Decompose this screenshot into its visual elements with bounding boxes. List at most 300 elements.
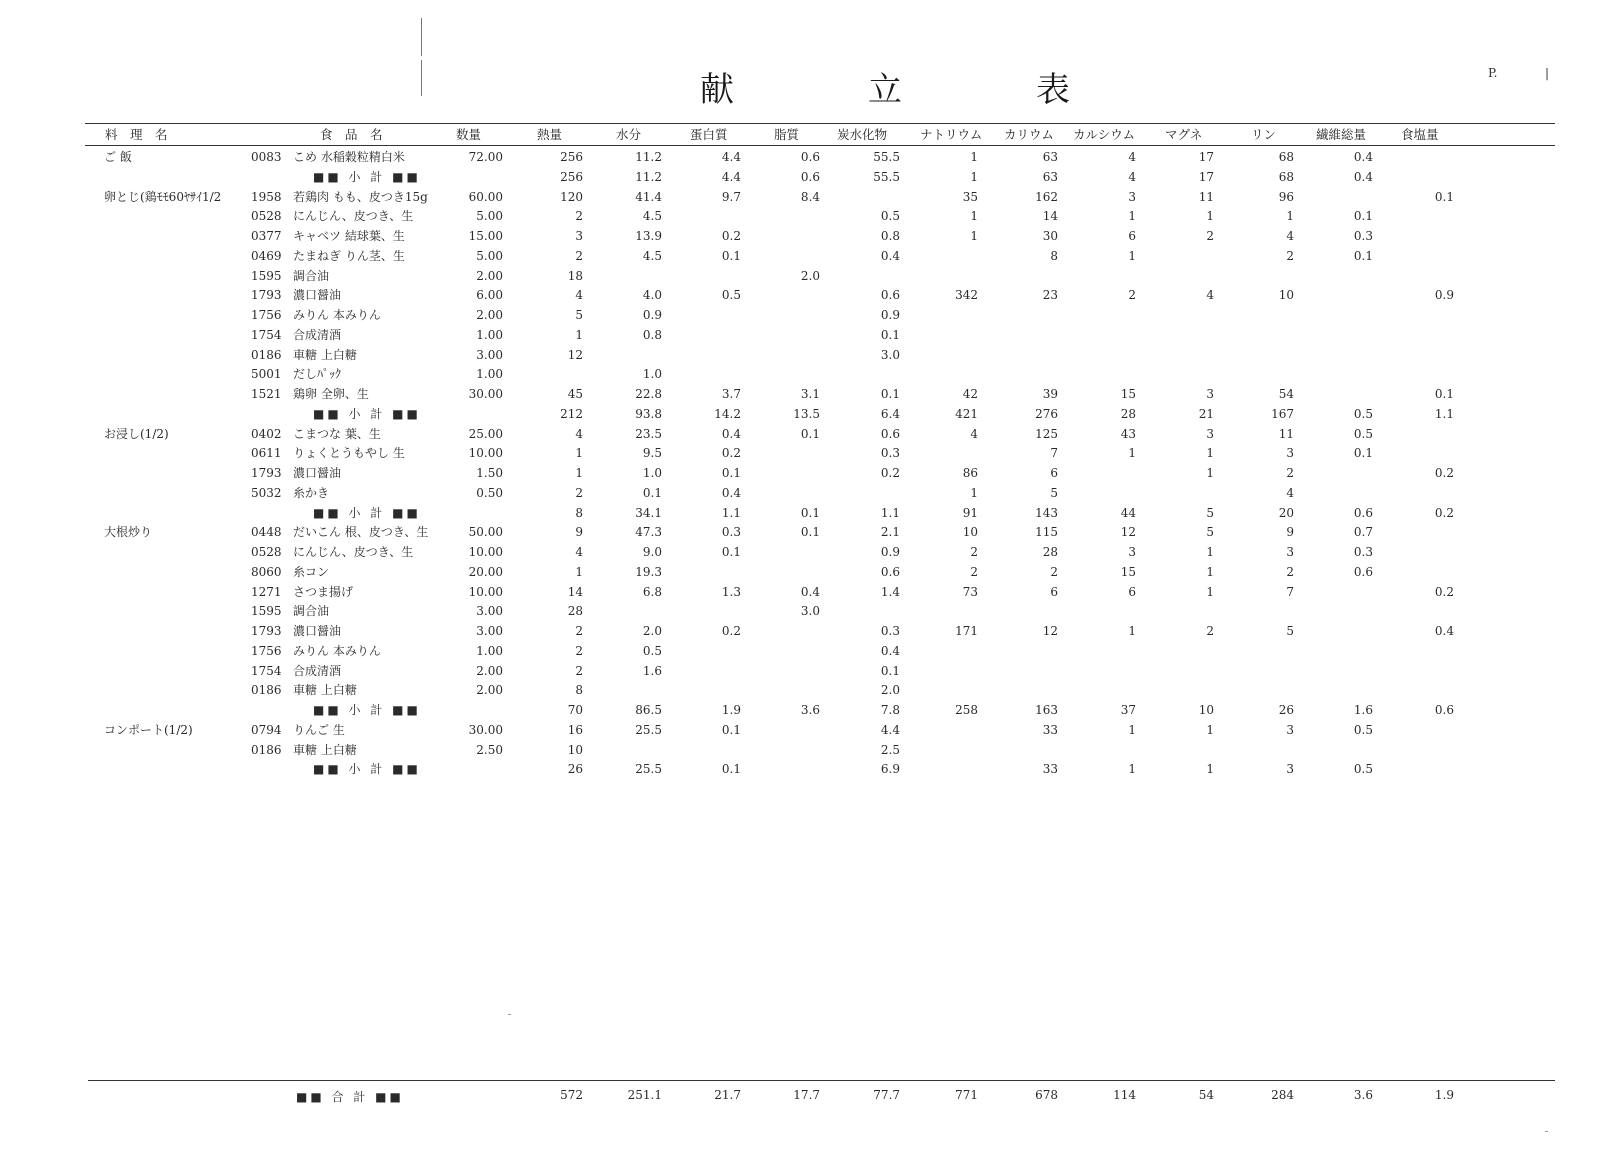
food-name: こめ 水稲穀粒精白米	[293, 150, 405, 164]
total-potassium: 678	[1035, 1088, 1058, 1102]
cell-water: 22.8	[635, 387, 662, 401]
cell-energy: 2	[575, 644, 583, 658]
food-code: 0611	[251, 446, 282, 460]
cell-energy: 16	[567, 723, 583, 737]
cell-calcium: 43	[1120, 427, 1136, 441]
cell-fat: 0.1	[800, 525, 820, 539]
cell-carbohydrate: 3.0	[880, 348, 900, 362]
food-code: 1793	[251, 288, 282, 302]
cell-potassium: 23	[1042, 288, 1058, 302]
cell-protein: 0.4	[721, 427, 741, 441]
food-name: 調合油	[293, 269, 330, 283]
header-magnesium: マグネ	[1165, 127, 1203, 142]
subtotal-label: ■■ 小 計 ■■	[313, 170, 421, 184]
cell-potassium: 276	[1035, 407, 1058, 421]
cell-fat: 0.6	[800, 170, 820, 184]
cell-phosphorus: 1	[1286, 209, 1294, 223]
cell-salt: 0.9	[1434, 288, 1454, 302]
cell-carbohydrate: 6.4	[880, 407, 900, 421]
cell-phosphorus: 54	[1278, 387, 1294, 401]
food-code: 1793	[251, 624, 282, 638]
cell-water: 47.3	[635, 525, 662, 539]
cell-phosphorus: 2	[1286, 249, 1294, 263]
cell-energy: 5	[575, 308, 583, 322]
cell-fiber: 0.3	[1353, 229, 1373, 243]
page-title: 献 立 表	[700, 70, 1120, 110]
header-phosphorus: リン	[1251, 127, 1277, 142]
grand-total-label: ■■ 合 計 ■■	[296, 1090, 404, 1104]
cell-magnesium: 5	[1206, 525, 1214, 539]
header-carb: 炭水化物	[837, 127, 888, 142]
cell-sodium: 1	[970, 229, 978, 243]
cell-energy: 1	[575, 565, 583, 579]
cell-phosphorus: 4	[1286, 229, 1294, 243]
cell-carbohydrate: 0.9	[880, 545, 900, 559]
cell-protein: 1.1	[721, 506, 741, 520]
cell-quantity: 5.00	[476, 209, 503, 223]
cell-fat: 3.1	[800, 387, 820, 401]
cell-quantity: 1.50	[476, 466, 503, 480]
cell-sodium: 1	[970, 150, 978, 164]
cell-quantity: 1.00	[476, 328, 503, 342]
cell-carbohydrate: 2.1	[880, 525, 900, 539]
cell-water: 1.0	[642, 466, 662, 480]
food-name: 糸かき	[293, 486, 330, 500]
cell-energy: 212	[560, 407, 583, 421]
header-salt: 食塩量	[1401, 127, 1439, 142]
cell-potassium: 63	[1042, 170, 1058, 184]
cell-magnesium: 10	[1198, 703, 1214, 717]
cell-energy: 256	[560, 150, 583, 164]
header-qty: 数量	[456, 127, 482, 142]
cell-water: 93.8	[635, 407, 662, 421]
cell-carbohydrate: 0.4	[880, 644, 900, 658]
cell-calcium: 3	[1128, 190, 1136, 204]
cell-potassium: 5	[1050, 486, 1058, 500]
cell-protein: 4.4	[721, 150, 741, 164]
cell-protein: 9.7	[721, 190, 741, 204]
cell-salt: 0.2	[1434, 585, 1454, 599]
food-name: 車糖 上白糖	[293, 348, 357, 362]
cell-salt: 1.1	[1434, 407, 1454, 421]
cell-protein: 1.9	[721, 703, 741, 717]
food-name: にんじん、皮つき、生	[293, 209, 414, 223]
cell-magnesium: 5	[1206, 506, 1214, 520]
cell-magnesium: 17	[1198, 150, 1214, 164]
cell-carbohydrate: 1.1	[880, 506, 900, 520]
cell-quantity: 2.00	[476, 269, 503, 283]
total-fat: 17.7	[793, 1088, 820, 1102]
cell-carbohydrate: 2.5	[880, 743, 900, 757]
cell-energy: 26	[567, 762, 583, 776]
cell-potassium: 33	[1042, 762, 1058, 776]
food-name: 濃口醤油	[293, 624, 342, 638]
cell-sodium: 1	[970, 486, 978, 500]
cell-fiber: 0.6	[1353, 506, 1373, 520]
cell-carbohydrate: 0.9	[880, 308, 900, 322]
cell-carbohydrate: 7.8	[880, 703, 900, 717]
cell-potassium: 163	[1035, 703, 1058, 717]
cell-fat: 0.6	[800, 150, 820, 164]
food-code: 5032	[251, 486, 282, 500]
cell-potassium: 2	[1050, 565, 1058, 579]
food-name: 調合油	[293, 604, 330, 618]
cell-water: 86.5	[635, 703, 662, 717]
cell-magnesium: 2	[1206, 229, 1214, 243]
cell-protein: 0.2	[721, 229, 741, 243]
total-fiber: 3.6	[1353, 1088, 1373, 1102]
cell-fiber: 0.5	[1353, 762, 1373, 776]
cell-energy: 18	[567, 269, 583, 283]
total-phosphorus: 284	[1271, 1088, 1294, 1102]
total-protein: 21.7	[714, 1088, 741, 1102]
cell-water: 0.5	[642, 644, 662, 658]
food-name: 糸コン	[293, 565, 330, 579]
cell-energy: 4	[575, 288, 583, 302]
cell-calcium: 3	[1128, 545, 1136, 559]
cell-energy: 10	[567, 743, 583, 757]
cell-quantity: 2.50	[476, 743, 503, 757]
cell-quantity: 30.00	[468, 387, 503, 401]
food-name: だしﾊﾟｯｸ	[293, 367, 342, 381]
cell-sodium: 86	[962, 466, 978, 480]
cell-phosphorus: 68	[1278, 150, 1294, 164]
food-code: 0469	[251, 249, 282, 263]
cell-water: 34.1	[635, 506, 662, 520]
cell-energy: 2	[575, 249, 583, 263]
cell-phosphorus: 11	[1278, 427, 1294, 441]
cell-potassium: 6	[1050, 585, 1058, 599]
cell-sodium: 1	[970, 209, 978, 223]
cell-fiber: 0.3	[1353, 545, 1373, 559]
dish-name: お浸し(1/2)	[104, 427, 169, 441]
cell-water: 25.5	[635, 723, 662, 737]
cell-potassium: 33	[1042, 723, 1058, 737]
total-energy: 572	[560, 1088, 583, 1102]
cell-magnesium: 1	[1206, 565, 1214, 579]
cell-protein: 0.1	[721, 466, 741, 480]
food-code: 0377	[251, 229, 282, 243]
cell-phosphorus: 3	[1286, 723, 1294, 737]
cell-quantity: 60.00	[468, 190, 503, 204]
cell-sodium: 421	[955, 407, 978, 421]
cell-carbohydrate: 0.6	[880, 427, 900, 441]
header-food: 食 品 名	[320, 127, 383, 142]
cell-phosphorus: 5	[1286, 624, 1294, 638]
cell-carbohydrate: 0.1	[880, 328, 900, 342]
cell-water: 2.0	[642, 624, 662, 638]
cell-water: 41.4	[635, 190, 662, 204]
cell-magnesium: 3	[1206, 427, 1214, 441]
cell-calcium: 15	[1120, 565, 1136, 579]
header-calcium: カルシウム	[1073, 127, 1136, 142]
scan-artifact-line	[421, 18, 422, 56]
cell-protein: 4.4	[721, 170, 741, 184]
cell-salt: 0.1	[1434, 387, 1454, 401]
cell-quantity: 25.00	[468, 427, 503, 441]
header-protein: 蛋白質	[690, 127, 728, 142]
cell-calcium: 15	[1120, 387, 1136, 401]
cell-fiber: 0.1	[1353, 446, 1373, 460]
cell-potassium: 8	[1050, 249, 1058, 263]
header-fat: 脂質	[774, 127, 800, 142]
food-name: キャベツ 結球葉、生	[293, 229, 405, 243]
food-name: 合成清酒	[293, 664, 342, 678]
cell-energy: 14	[567, 585, 583, 599]
cell-sodium: 91	[962, 506, 978, 520]
cell-fiber: 0.5	[1353, 407, 1373, 421]
cell-sodium: 2	[970, 565, 978, 579]
cell-quantity: 15.00	[468, 229, 503, 243]
cell-calcium: 1	[1128, 249, 1136, 263]
cell-quantity: 2.00	[476, 664, 503, 678]
cell-phosphorus: 20	[1278, 506, 1294, 520]
cell-magnesium: 3	[1206, 387, 1214, 401]
cell-energy: 256	[560, 170, 583, 184]
cell-energy: 120	[560, 190, 583, 204]
scan-speck	[508, 1014, 511, 1015]
cell-magnesium: 2	[1206, 624, 1214, 638]
cell-fiber: 0.1	[1353, 209, 1373, 223]
cell-sodium: 35	[962, 190, 978, 204]
food-name: だいこん 根、皮つき、生	[293, 525, 429, 539]
cell-carbohydrate: 0.3	[880, 446, 900, 460]
cell-phosphorus: 96	[1278, 190, 1294, 204]
cell-phosphorus: 167	[1271, 407, 1294, 421]
cell-potassium: 115	[1035, 525, 1058, 539]
food-code: 0083	[251, 150, 282, 164]
cell-sodium: 171	[955, 624, 978, 638]
cell-energy: 28	[567, 604, 583, 618]
cell-quantity: 20.00	[468, 565, 503, 579]
cell-energy: 70	[567, 703, 583, 717]
food-name: 車糖 上白糖	[293, 743, 357, 757]
cell-water: 4.5	[642, 249, 662, 263]
cell-potassium: 6	[1050, 466, 1058, 480]
cell-energy: 1	[575, 466, 583, 480]
cell-carbohydrate: 0.1	[880, 664, 900, 678]
cell-fat: 2.0	[800, 269, 820, 283]
cell-water: 4.5	[642, 209, 662, 223]
cell-quantity: 6.00	[476, 288, 503, 302]
cell-fiber: 0.5	[1353, 723, 1373, 737]
cell-sodium: 4	[970, 427, 978, 441]
scan-speck	[1545, 1131, 1548, 1132]
cell-water: 6.8	[642, 585, 662, 599]
cell-fat: 3.6	[800, 703, 820, 717]
cell-magnesium: 1	[1206, 723, 1214, 737]
cell-calcium: 4	[1128, 170, 1136, 184]
cell-protein: 0.1	[721, 545, 741, 559]
cell-energy: 4	[575, 427, 583, 441]
total-sodium: 771	[955, 1088, 978, 1102]
cell-energy: 8	[575, 683, 583, 697]
cell-salt: 0.2	[1434, 466, 1454, 480]
cell-protein: 14.2	[714, 407, 741, 421]
food-code: 0528	[251, 209, 282, 223]
food-name: 濃口醤油	[293, 466, 342, 480]
food-code: 1793	[251, 466, 282, 480]
food-code: 1756	[251, 644, 282, 658]
food-code: 1958	[251, 190, 282, 204]
food-code: 1756	[251, 308, 282, 322]
cell-energy: 2	[575, 624, 583, 638]
cell-calcium: 1	[1128, 624, 1136, 638]
header-rule	[85, 123, 1555, 124]
cell-phosphorus: 10	[1278, 288, 1294, 302]
cell-carbohydrate: 55.5	[873, 150, 900, 164]
page-number-label: P.	[1488, 66, 1498, 80]
cell-phosphorus: 26	[1278, 703, 1294, 717]
cell-fat: 3.0	[800, 604, 820, 618]
cell-energy: 2	[575, 664, 583, 678]
cell-fat: 13.5	[793, 407, 820, 421]
cell-carbohydrate: 0.8	[880, 229, 900, 243]
cell-protein: 0.2	[721, 624, 741, 638]
cell-carbohydrate: 0.1	[880, 387, 900, 401]
cell-fat: 0.1	[800, 506, 820, 520]
cell-potassium: 14	[1042, 209, 1058, 223]
food-code: 8060	[251, 565, 282, 579]
header-dish: 料 理 名	[105, 127, 168, 142]
cell-carbohydrate: 1.4	[880, 585, 900, 599]
cell-fiber: 0.4	[1353, 170, 1373, 184]
cell-fiber: 0.7	[1353, 525, 1373, 539]
food-code: 5001	[251, 367, 282, 381]
cell-potassium: 39	[1042, 387, 1058, 401]
cell-protein: 0.1	[721, 249, 741, 263]
header-energy: 熱量	[537, 127, 563, 142]
cell-magnesium: 1	[1206, 446, 1214, 460]
cell-calcium: 37	[1120, 703, 1136, 717]
cell-protein: 0.4	[721, 486, 741, 500]
cell-quantity: 10.00	[468, 446, 503, 460]
food-code: 1754	[251, 328, 282, 342]
total-rule	[88, 1080, 1555, 1081]
cell-sodium: 42	[962, 387, 978, 401]
cell-water: 11.2	[635, 150, 662, 164]
cell-quantity: 10.00	[468, 585, 503, 599]
cell-magnesium: 17	[1198, 170, 1214, 184]
food-name: りょくとうもやし 生	[293, 446, 405, 460]
cell-quantity: 2.00	[476, 683, 503, 697]
dish-name: 大根炒り	[104, 525, 153, 539]
food-name: 鶏卵 全卵、生	[293, 387, 369, 401]
cell-quantity: 1.00	[476, 644, 503, 658]
cell-water: 1.6	[642, 664, 662, 678]
cell-phosphorus: 3	[1286, 446, 1294, 460]
cell-carbohydrate: 2.0	[880, 683, 900, 697]
food-name: 合成清酒	[293, 328, 342, 342]
cell-salt: 0.1	[1434, 190, 1454, 204]
food-code: 1595	[251, 269, 282, 283]
cell-phosphorus: 4	[1286, 486, 1294, 500]
subtotal-label: ■■ 小 計 ■■	[313, 506, 421, 520]
cell-protein: 0.3	[721, 525, 741, 539]
cell-water: 9.5	[642, 446, 662, 460]
food-name: こまつな 葉、生	[293, 427, 381, 441]
cell-energy: 1	[575, 446, 583, 460]
dish-name: コンポート(1/2)	[104, 723, 193, 737]
total-salt: 1.9	[1434, 1088, 1454, 1102]
cell-fiber: 0.1	[1353, 249, 1373, 263]
subtotal-label: ■■ 小 計 ■■	[313, 762, 421, 776]
cell-potassium: 63	[1042, 150, 1058, 164]
cell-calcium: 1	[1128, 723, 1136, 737]
cell-magnesium: 21	[1198, 407, 1214, 421]
cell-sodium: 1	[970, 170, 978, 184]
dish-name: 卵とじ(鶏ﾓﾓ60ﾔｻｲ1/2	[104, 190, 222, 204]
cell-calcium: 6	[1128, 585, 1136, 599]
cell-phosphorus: 2	[1286, 466, 1294, 480]
cell-quantity: 50.00	[468, 525, 503, 539]
cell-calcium: 1	[1128, 209, 1136, 223]
cell-potassium: 28	[1042, 545, 1058, 559]
header-potassium: カリウム	[1004, 127, 1054, 142]
cell-energy: 4	[575, 545, 583, 559]
cell-magnesium: 1	[1206, 209, 1214, 223]
cell-quantity: 72.00	[468, 150, 503, 164]
cell-potassium: 143	[1035, 506, 1058, 520]
cell-salt: 0.6	[1434, 703, 1454, 717]
total-magnesium: 54	[1198, 1088, 1214, 1102]
cell-fat: 0.4	[800, 585, 820, 599]
cell-energy: 45	[567, 387, 583, 401]
cell-protein: 3.7	[721, 387, 741, 401]
header-sodium: ナトリウム	[920, 127, 983, 142]
cell-quantity: 5.00	[476, 249, 503, 263]
cell-sodium: 342	[955, 288, 978, 302]
cell-water: 23.5	[635, 427, 662, 441]
food-code: 0528	[251, 545, 282, 559]
cell-calcium: 4	[1128, 150, 1136, 164]
cell-sodium: 10	[962, 525, 978, 539]
cell-quantity: 30.00	[468, 723, 503, 737]
cell-carbohydrate: 0.5	[880, 209, 900, 223]
cell-fiber: 0.4	[1353, 150, 1373, 164]
food-name: 若鶏肉 もも、皮つき15g	[293, 190, 428, 204]
subtotal-label: ■■ 小 計 ■■	[313, 407, 421, 421]
cell-energy: 2	[575, 209, 583, 223]
cell-fat: 0.1	[800, 427, 820, 441]
cell-energy: 3	[575, 229, 583, 243]
cell-phosphorus: 9	[1286, 525, 1294, 539]
cell-magnesium: 1	[1206, 545, 1214, 559]
cell-protein: 0.2	[721, 446, 741, 460]
cell-potassium: 125	[1035, 427, 1058, 441]
cell-water: 0.8	[642, 328, 662, 342]
cell-water: 4.0	[642, 288, 662, 302]
cell-carbohydrate: 55.5	[873, 170, 900, 184]
cell-phosphorus: 3	[1286, 545, 1294, 559]
dish-name: ご 飯	[104, 150, 132, 164]
cell-water: 25.5	[635, 762, 662, 776]
cell-calcium: 44	[1120, 506, 1136, 520]
cell-energy: 12	[567, 348, 583, 362]
cell-protein: 1.3	[721, 585, 741, 599]
cell-energy: 1	[575, 328, 583, 342]
cell-carbohydrate: 6.9	[880, 762, 900, 776]
cell-potassium: 30	[1042, 229, 1058, 243]
food-code: 0186	[251, 743, 282, 757]
cell-carbohydrate: 0.6	[880, 565, 900, 579]
cell-phosphorus: 68	[1278, 170, 1294, 184]
cell-fat: 8.4	[800, 190, 820, 204]
food-code: 1271	[251, 585, 282, 599]
cell-protein: 0.1	[721, 762, 741, 776]
food-code: 0448	[251, 525, 282, 539]
cell-magnesium: 1	[1206, 466, 1214, 480]
